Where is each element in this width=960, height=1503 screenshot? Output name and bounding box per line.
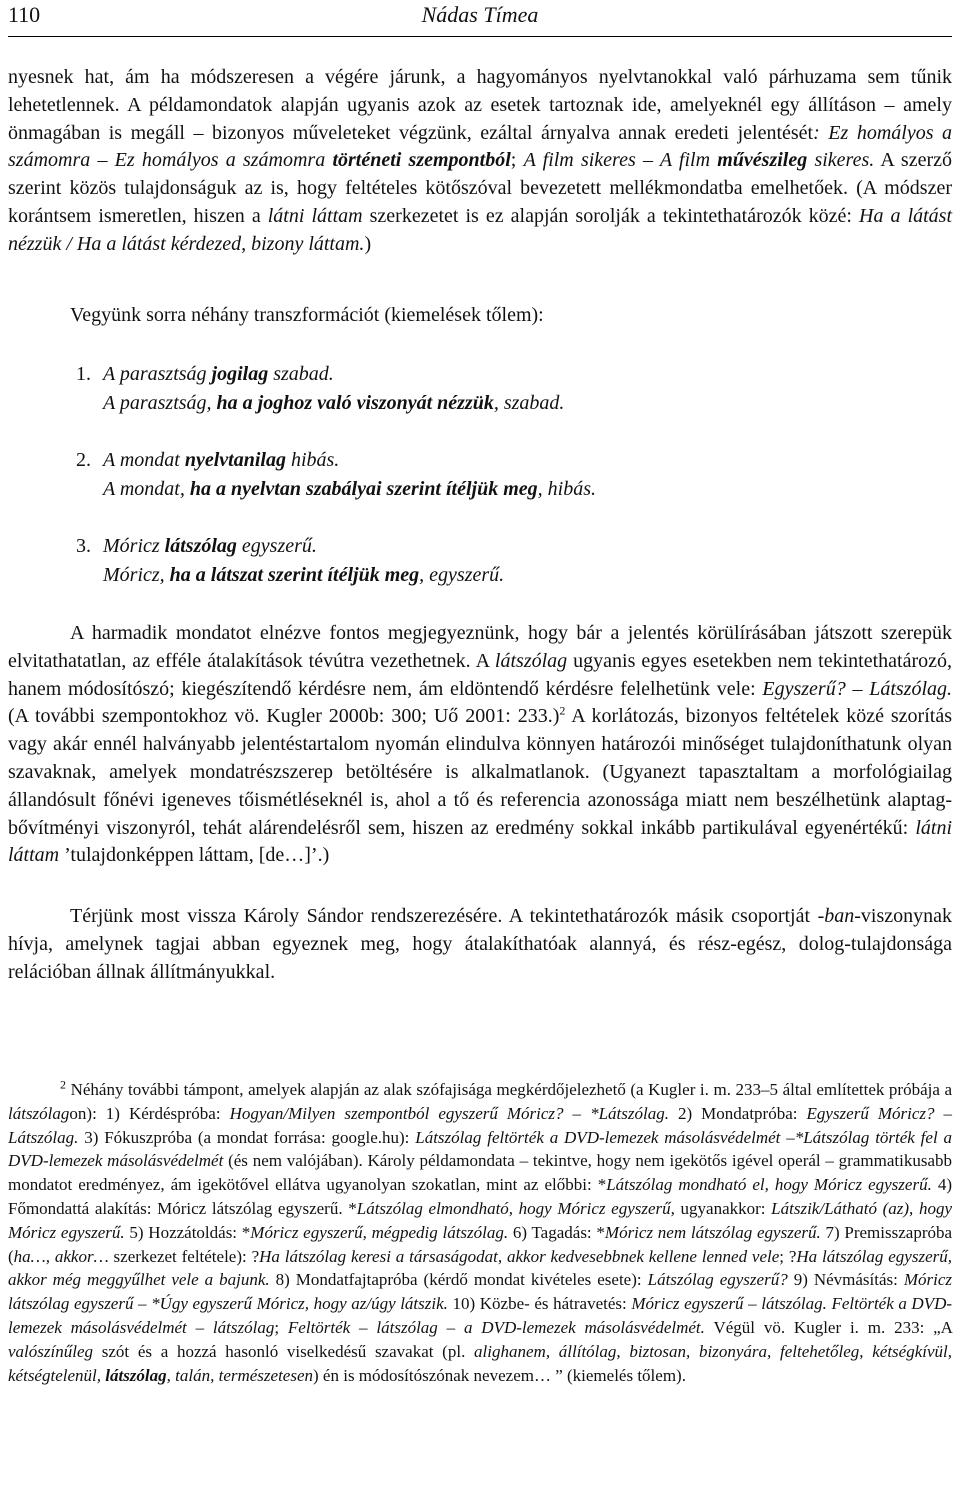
example-inline: látni láttam [8,816,952,867]
text-span: Móricz, [103,564,165,586]
text-span: Térjünk most vissza Károly Sándor rendszerezésére. A tekintethatározók másik csoportját [70,905,811,927]
paragraph-2 [8,620,952,870]
text-span: hibás. [290,449,340,471]
example-inline: sikeres. [814,149,875,172]
example-inline: Ha a látást nézzük / Ha a látást kérdezed, bizony láttam. [8,204,953,255]
example-inline: Látszólag mondható el, hogy Móricz egyszerű. [606,1175,932,1195]
text-span: -viszonynak hívja, amelynek tagjai abban egyeznek meg, hogy átalakíthatóak alannyá, és rész-egész, dolog-tulajdonsága relációban állnak állítmányukkal. [8,905,952,983]
text-span: ) én is módosítószónak nevezem… ” (kiemelés tőlem). [313,1365,686,1385]
example-line [76,446,596,475]
text-span: A parasztság, [103,392,212,414]
paragraph-1 [8,64,952,259]
text-span: : [813,121,820,144]
emphasis: jogilag [211,363,269,385]
text-span: on): 1) Kérdéspróba: [69,1103,221,1123]
example-inline: Móricz nem látszólag egyszerű. [604,1222,821,1242]
examples-intro: Vegyünk sorra néhány transzformációt (kiemelések tőlem): [70,304,544,326]
text-span: Végül vö. Kugler i. m. 233: „A [713,1317,953,1337]
footnote-marker[interactable]: 2 [559,703,566,718]
text-span: , egyszerű. [419,564,505,586]
text-span: szabad. [273,363,334,385]
example-inline: Egyszerű Móricz? – Látszólag. [8,1103,953,1147]
example-inline: Ha látszólag egyszerű, akkor még meggyűlhet vele a bajunk. [8,1246,952,1290]
emphasis: látszólag [164,535,237,557]
text-span: ugyanakkor: [680,1198,766,1218]
text-span: egyszerű. [241,535,317,557]
example-line [76,532,596,561]
example-inline: Látszik/Látható (az), hogy Móricz egyszerű. [8,1198,952,1242]
example-inline: A film sikeres – A film [523,149,711,172]
text-span: 2) Mondatpróba: [677,1103,798,1123]
example-line [76,475,596,504]
example-inline: Hogyan/Milyen szempontból egyszerű Móricz? – *Látszólag. [229,1103,669,1123]
running-head: Nádas Tímea [421,2,539,27]
text-span: ; ? [779,1246,797,1266]
example-line [76,561,596,590]
text-span: , szabad. [493,392,565,414]
emphasis: ha a látszat szerint ítéljük meg [169,564,420,586]
example-item [76,446,596,504]
text-span: ) [364,232,372,255]
text-span: 8) Mondatfajtapróba (kérdő mondat kivételes esete): [275,1270,642,1290]
example-inline: látszólag [8,1103,70,1123]
page-number: 110 [8,2,41,27]
example-line [76,389,596,418]
example-inline: Látszólag feltörték a DVD-lemezek másolásvédelmét –*Látszólag törték fel a DVD-lemezek másolásvédelmét [8,1127,953,1171]
text-span: A mondat [103,449,180,471]
text-span: szerkezet feltétele): ? [113,1246,260,1266]
text-span: ; [510,149,517,172]
emphasis: történeti szempontból [332,149,511,172]
example-inline: Ez homályos a számomra – Ez homályos a számomra [8,121,952,172]
text-span: 9) Névmásítás: [793,1270,898,1290]
footnote [8,1078,952,1387]
text-span: szerkezetet is ez alapján sorolják a tekintethatározók közé: [369,204,852,227]
text-span: Móricz [103,535,160,557]
example-inline: ha…, akkor… [13,1246,109,1266]
text-span: A szerző szerint közös tulajdonságuk az is, hogy feltételes kötőszóval bevezetett mellékmondatba emelhetőek. (A módszer korántsem ismeretlen, hiszen a [8,149,953,227]
example-inline: látni láttam [267,204,363,227]
example-inline: Látszólag egyszerű? [647,1270,788,1290]
text-span: ’tulajdonképpen láttam, [de…]’.) [64,844,330,867]
text-span: A harmadik mondatot elnézve fontos megjegyeznünk, hogy bár a jelentés körülírásában játszott szerepük elvitathatatlan, az efféle átalakítások tévútra vezethetnek. A [8,622,952,672]
example-item [76,532,596,590]
text-span: 5) Hozzátoldás: * [129,1222,251,1242]
example-inline: Látszólag elmondható, hogy Móricz egyszerű, [356,1198,675,1218]
text-span: szót és a hozzá hasonló viselkedésű szavakat (pl. [101,1341,466,1361]
text-span: 6) Tagadás: * [512,1222,605,1242]
text-span: ugyanis egyes esetekben nem tekintethatározó, hanem módosítószó; kiegészítendő kérdésre nem, ám eldöntendő kérdésre felelhetünk vele: [8,649,953,700]
emphasis: ha a nyelvtan szabályai szerint ítéljük meg [189,478,538,500]
example-inline: Móricz egyszerű, mégpedig látszólag. [250,1222,509,1242]
example-inline: alighanem, állítólag, biztosan, bizonyára, feltehetőleg, kétségkívül, kétségtelenül, [8,1341,953,1385]
example-number: 3. [76,535,91,557]
emphasis: nyelvtanilag [184,449,286,471]
text-span: A korlátozás, bizonyos feltételek közé szorítás vagy akár ennél halványabb jelentéstartalom nyomán elindulva könnyen határozói minőséget tulajdoníthatunk olyan szavaknak, amelyek mondatrészszerep betöltésére is alkalmatlanok. (Ugyanezt tapasztaltam a morfológiailag állandósult főnévi igeneves tőismétléseknél is, ahol a tő és referencia azonossága miatt nem beszélhetünk alaptag-bővítményi viszonyról, tehát alárendelésről sem, hiszen az eredmény sokkal inkább partikulával egyenértékű: [8,705,952,839]
text-span: 4) Főmondattá alakítás: Móricz látszólag egyszerű. * [8,1175,953,1218]
text-span: Néhány további támpont, amelyek alapján az alak szófajisága megkérdőjelezhető (a Kugler i. m. 233–5 által említettek próbája a [70,1080,953,1099]
text-span: nyesnek hat, ám ha módszeresen a végére járunk, a hagyományos nyelvtanokkal való párhuzama sem tűnik lehetetlennek. A példamondatok alapján ugyanis azok az esetek tartoznak ide, amelyeknél egy állításon – amely önmagában is megáll – bizonyos műveleteket végzünk, ezáltal árnyalva annak eredeti jelentését [8,66,952,144]
text-span: 3) Fókuszpróba (a mondat forrása: google.hu): [84,1127,410,1147]
example-number: 2. [76,449,91,471]
example-inline: , talán, természetesen [166,1365,314,1385]
example-number: 1. [76,363,91,385]
text-span: 7) Premisszapróba ( [8,1222,953,1266]
text-span: (A további szempontokhoz vö. Kugler 2000b: 300; Uő 2001: 233.) [8,705,560,728]
emphasis: művészileg [717,149,808,172]
text-span: , hibás. [537,478,596,500]
example-inline: Egyszerű? – Látszólag. [762,677,952,700]
text-span: (és nem valójában). Károly példamondata – tekintve, hogy nem igekötős igével operál – grammatikusabb mondatot eredményez, ám igekötővel ellátva ugyanolyan szokatlan, mint az előbbi: * [8,1151,952,1195]
example-list [76,360,596,618]
paragraph-3 [8,903,952,986]
example-inline: Móricz látszólag egyszerű – *Úgy egyszerű Móricz, hogy az/úgy látszik. [8,1270,953,1314]
example-inline: -ban [817,905,855,927]
example-inline: Ha látszólag keresi a társaságodat, akkor kedvesebbnek kellene lenned vele [259,1246,780,1266]
text-span: A mondat, [103,478,185,500]
example-inline: Móricz egyszerű – látszólag. Feltörték a DVD-lemezek másolásvédelmét – látszólag [8,1294,953,1337]
example-line [76,360,596,389]
text-span: ; [274,1317,280,1337]
emphasis: látszólag [105,1365,167,1385]
page-header [8,0,952,37]
emphasis: ha a joghoz való viszonyát nézzük [216,392,494,414]
text-span: A parasztság [103,363,207,385]
example-item [76,360,596,418]
example-inline: Feltörték – látszólag – a DVD-lemezek másolásvédelmét. [287,1317,705,1337]
example-inline: valószínűleg [8,1341,93,1361]
footnote-number: 2 [60,1077,66,1092]
example-inline: látszólag [494,649,568,672]
text-span: 10) Közbe- és hátravetés: [452,1294,627,1314]
